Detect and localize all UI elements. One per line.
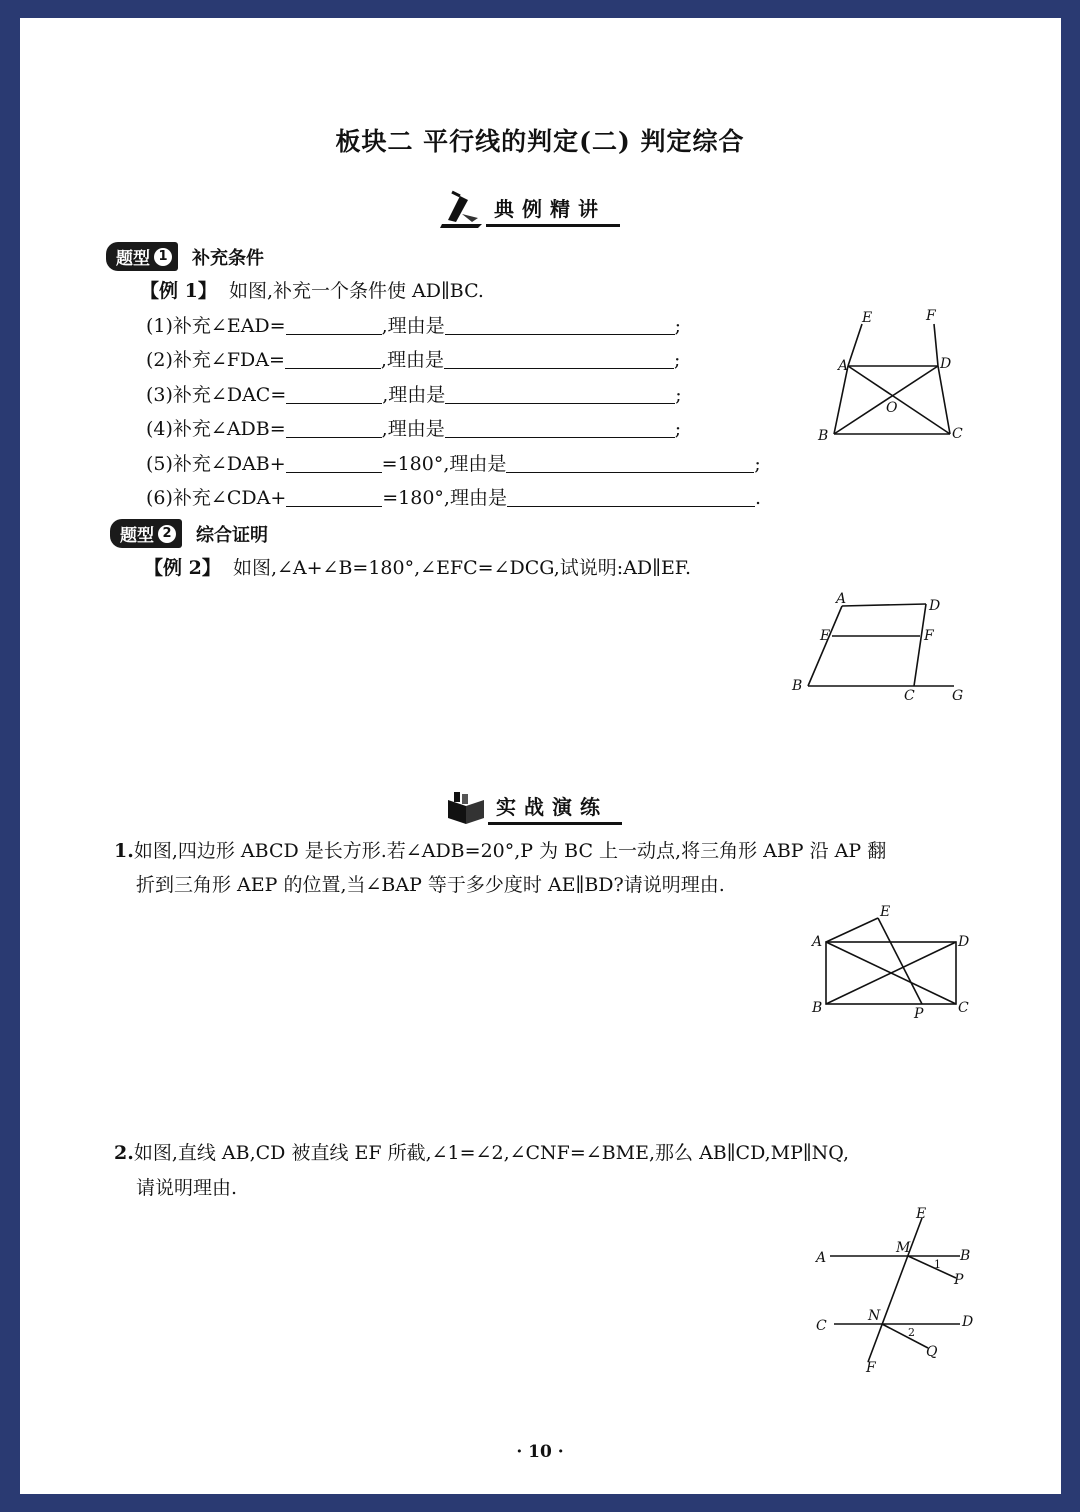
answer-blank[interactable]	[286, 316, 382, 335]
answer-blank[interactable]	[285, 350, 381, 369]
svg-text:B: B	[812, 1000, 823, 1016]
svg-text:E: E	[880, 904, 891, 920]
svg-text:D: D	[958, 934, 970, 950]
type-badge-1: 题型 1	[106, 242, 178, 271]
banner-examples-label: 典例精讲	[486, 193, 620, 227]
reason-blank[interactable]	[444, 350, 674, 369]
svg-text:C: C	[816, 1318, 827, 1334]
svg-text:N: N	[868, 1308, 881, 1324]
type-badge-2: 题型 2	[110, 519, 182, 548]
svg-text:C: C	[904, 688, 915, 704]
svg-text:A: A	[838, 358, 849, 374]
svg-text:E: E	[820, 628, 831, 644]
svg-text:A: A	[812, 934, 823, 950]
figure-example-2	[782, 590, 972, 710]
banner-practice-label: 实战演练	[488, 791, 622, 825]
problem-2-line-2: 请说明理由.	[136, 1177, 238, 1199]
svg-text:A: A	[816, 1250, 827, 1266]
book-icon	[444, 790, 488, 826]
figure-problem-1	[808, 900, 978, 1025]
telescope-icon	[438, 190, 486, 230]
svg-text:F: F	[866, 1360, 876, 1376]
page-title: 板块二 平行线的判定(二) 判定综合	[335, 127, 745, 156]
svg-text:B: B	[818, 428, 829, 444]
reason-blank[interactable]	[445, 419, 675, 438]
figure-example-1	[810, 304, 980, 449]
svg-text:C: C	[958, 1000, 969, 1016]
ex1-item-2: (2)补充∠FDA= ,理由是 ;	[146, 349, 681, 371]
svg-text:E: E	[862, 310, 873, 326]
problem-1-line-2: 折到三角形 AEP 的位置,当∠BAP 等于多少度时 AE∥BD?请说明理由.	[136, 874, 725, 896]
section-banner-practice	[444, 790, 622, 826]
svg-text:2: 2	[908, 1326, 915, 1339]
svg-text:Q: Q	[926, 1344, 938, 1360]
ex1-item-1: (1)补充∠EAD= ,理由是 ;	[146, 315, 682, 337]
svg-text:O: O	[886, 400, 898, 416]
svg-text:G: G	[952, 688, 964, 704]
svg-text:D: D	[929, 598, 941, 614]
answer-blank[interactable]	[286, 385, 382, 404]
reason-blank[interactable]	[507, 488, 755, 507]
svg-text:A: A	[836, 591, 847, 607]
reason-blank[interactable]	[445, 316, 675, 335]
svg-text:B: B	[792, 678, 803, 694]
svg-text:E: E	[916, 1206, 927, 1222]
ex1-item-3: (3)补充∠DAC= ,理由是 ;	[146, 384, 682, 406]
page-number: · 10 ·	[516, 1442, 564, 1462]
ex1-item-4: (4)补充∠ADB= ,理由是 ;	[146, 418, 682, 440]
problem-1-line-1: 1.如图,四边形 ABCD 是长方形.若∠ADB=20°,P 为 BC 上一动点,将三角形 ABP 沿 AP 翻	[114, 840, 887, 862]
svg-text:D: D	[940, 356, 952, 372]
answer-blank[interactable]	[286, 488, 382, 507]
svg-text:1: 1	[934, 1258, 941, 1271]
answer-blank[interactable]	[286, 419, 382, 438]
ex1-item-6: (6)补充∠CDA+ =180°,理由是 .	[146, 487, 762, 509]
type-heading-2	[110, 519, 268, 548]
example-1-prompt: 【例 1】 如图,补充一个条件使 AD∥BC.	[140, 280, 484, 302]
svg-text:M: M	[896, 1240, 911, 1256]
answer-blank[interactable]	[286, 454, 382, 473]
type-1-name: 补充条件	[192, 247, 264, 269]
svg-text:D: D	[962, 1314, 974, 1330]
svg-text:B: B	[960, 1248, 971, 1264]
svg-text:F: F	[926, 308, 936, 324]
svg-text:P: P	[954, 1272, 964, 1288]
reason-blank[interactable]	[506, 454, 754, 473]
section-banner-examples	[438, 190, 620, 230]
svg-text:P: P	[914, 1006, 924, 1022]
ex1-item-5: (5)补充∠DAB+ =180°,理由是 ;	[146, 453, 761, 475]
example-2-prompt: 【例 2】 如图,∠A+∠B=180°,∠EFC=∠DCG,试说明:AD∥EF.	[144, 557, 692, 579]
type-heading-1	[106, 242, 264, 271]
svg-text:F: F	[924, 628, 934, 644]
type-2-name: 综合证明	[196, 524, 268, 546]
problem-2-line-1: 2.如图,直线 AB,CD 被直线 EF 所截,∠1=∠2,∠CNF=∠BME,那么 AB∥CD,MP∥NQ,	[114, 1142, 849, 1164]
figure-problem-2	[810, 1204, 980, 1379]
svg-text:C: C	[952, 426, 963, 442]
reason-blank[interactable]	[445, 385, 675, 404]
